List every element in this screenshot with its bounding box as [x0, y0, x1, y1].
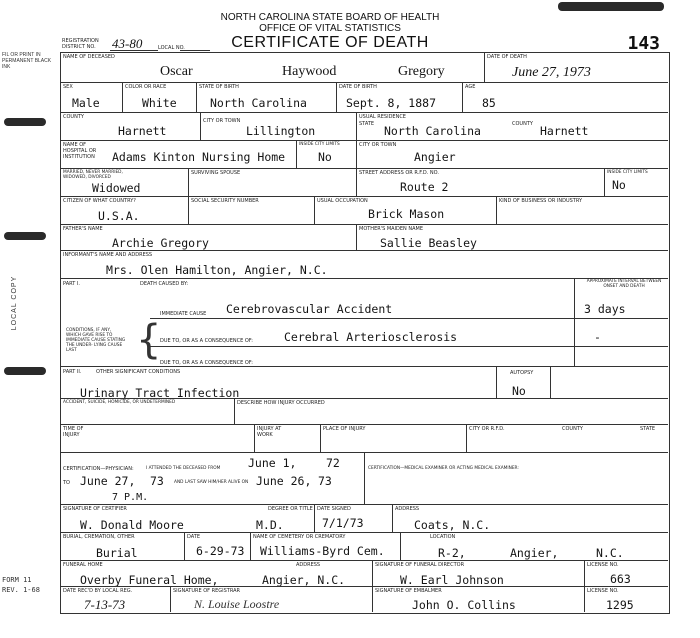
- sex-value: Male: [72, 96, 100, 110]
- injury-place-label: PLACE OF INJURY: [323, 426, 366, 432]
- date-signed-label: DATE SIGNED: [317, 506, 351, 512]
- license-value: 663: [610, 572, 631, 586]
- location-state-value: N.C.: [596, 546, 624, 560]
- immediate-cause-value: Cerebrovascular Accident: [226, 302, 393, 316]
- place-city-label: CITY OR TOWN: [203, 118, 241, 124]
- local-copy-label: LOCAL COPY: [11, 275, 19, 331]
- injury-county-label: COUNTY: [562, 426, 583, 432]
- death-caused-by-label: DEATH CAUSED BY:: [140, 281, 189, 287]
- date-of-death-label: DATE OF DEATH: [487, 54, 527, 60]
- embalmer-license-value: 1295: [606, 598, 634, 612]
- decedent-last-name: Gregory: [398, 64, 445, 79]
- injury-work-label: INJURY AT WORK: [257, 426, 282, 438]
- burial-date-value: 6-29-73: [196, 544, 245, 558]
- informant-value: Mrs. Olen Hamilton, Angier, N.C.: [106, 263, 328, 277]
- reg-district-value: 43-80: [112, 36, 143, 51]
- director-value: W. Earl Johnson: [400, 573, 504, 587]
- part1-label: PART I.: [63, 281, 80, 287]
- residence-label: USUAL RESIDENCE: [359, 114, 406, 120]
- certifier-address-label: ADDRESS: [395, 506, 420, 512]
- other-conditions-label: OTHER SIGNIFICANT CONDITIONS: [96, 369, 181, 375]
- certifier-name: W. Donald Moore: [80, 518, 184, 532]
- funeral-home-value: Overby Funeral Home,: [80, 573, 219, 587]
- other-conditions-value: Urinary Tract Infection: [80, 386, 240, 400]
- certificate-number: 143: [627, 33, 660, 54]
- residence-state-label: STATE: [359, 121, 375, 127]
- physician-label: CERTIFICATION—PHYSICIAN:: [63, 466, 134, 472]
- decedent-first-name: Oscar: [160, 64, 193, 79]
- to-year-value: 73: [150, 474, 164, 488]
- father-value: Archie Gregory: [112, 236, 209, 250]
- autopsy-label: AUTOPSY: [510, 370, 534, 376]
- last-saw-label: AND LAST SAW HIM/HER ALIVE ON: [174, 480, 249, 485]
- due-to-interval-value: -: [594, 330, 601, 344]
- hospital-value: Adams Kinton Nursing Home: [112, 150, 286, 164]
- to-date-value: June 27,: [80, 474, 136, 488]
- attended-from-label: I ATTENDED THE DECEASED FROM: [146, 466, 221, 471]
- certifier-address-value: Coats, N.C.: [414, 518, 491, 532]
- document-title: CERTIFICATE OF DEATH: [231, 34, 429, 51]
- marital-label: MARRIED, NEVER MARRIED, WIDOWED, DIVORCED: [63, 170, 123, 180]
- redaction-mark: [558, 2, 664, 11]
- to-label: TO: [63, 480, 70, 486]
- attended-from-year: 72: [326, 456, 340, 470]
- father-label: FATHER'S NAME: [63, 226, 103, 232]
- injury-city-label: CITY OR R.F.D.: [469, 426, 505, 432]
- injury-state-label: STATE: [640, 426, 656, 432]
- office-name: OFFICE OF VITAL STATISTICS: [259, 23, 401, 34]
- embalmer-license-label: LICENSE NO.: [587, 588, 619, 594]
- embalmer-label: SIGNATURE OF EMBALMER: [375, 588, 442, 594]
- spouse-label: SURVIVING SPOUSE: [191, 170, 241, 176]
- certifier-signature-label: SIGNATURE OF CERTIFIER: [63, 506, 127, 512]
- occupation-label: USUAL OCCUPATION: [317, 198, 368, 204]
- degree-label: DEGREE OR TITLE: [268, 506, 313, 512]
- ssn-label: SOCIAL SECURITY NUMBER: [191, 198, 259, 204]
- residence-city-label: CITY OR TOWN: [359, 142, 397, 148]
- reg-district-label: REGISTRATION DISTRICT NO.: [62, 38, 99, 50]
- board-name: NORTH CAROLINA STATE BOARD OF HEALTH: [220, 12, 440, 23]
- degree-value: M.D.: [256, 518, 284, 532]
- residence-county-label: COUNTY: [512, 121, 533, 127]
- location-rfd-value: R-2,: [438, 546, 466, 560]
- location-label: LOCATION: [430, 534, 456, 540]
- sidebar-tab-mark: [4, 118, 46, 126]
- due-to-label-2: DUE TO, OR AS A CONSEQUENCE OF:: [160, 360, 253, 366]
- last-saw-value: June 26,: [256, 474, 312, 488]
- race-value: White: [142, 96, 177, 110]
- place-inside-city-label: INSIDE CITY LIMITS: [299, 142, 340, 147]
- informant-label: INFORMANT'S NAME AND ADDRESS: [63, 252, 153, 258]
- place-county-label: COUNTY: [63, 114, 84, 120]
- burial-method-value: Burial: [96, 546, 138, 560]
- birth-state-value: North Carolina: [210, 96, 307, 110]
- form-revision: REV. 1-68: [2, 586, 40, 594]
- sex-label: SEX: [63, 84, 73, 90]
- embalmer-value: John O. Collins: [412, 598, 516, 612]
- bracket-mark: {: [136, 317, 162, 363]
- citizen-label: CITIZEN OF WHAT COUNTRY?: [63, 198, 136, 204]
- time-of-death-value: 7 P.M.: [112, 492, 149, 503]
- attended-from-value: June 1,: [248, 456, 297, 470]
- hospital-label: NAME OF HOSPITAL OR INSTITUTION: [63, 142, 97, 160]
- age-value: 85: [482, 96, 496, 110]
- burial-method-label: BURIAL, CREMATION, OTHER: [63, 534, 135, 540]
- funeral-address-label: ADDRESS: [296, 562, 321, 568]
- due-to-label: DUE TO, OR AS A CONSEQUENCE OF:: [160, 338, 253, 344]
- mother-label: MOTHER'S MAIDEN NAME: [359, 226, 424, 232]
- location-city-value: Angier,: [510, 546, 559, 560]
- age-label: AGE: [465, 84, 476, 90]
- mother-value: Sallie Beasley: [380, 236, 477, 250]
- form-number: FORM 11: [2, 576, 32, 584]
- registrar-signature: N. Louise Loostre: [194, 597, 280, 611]
- local-no-label: LOCAL NO.: [158, 45, 185, 51]
- street-label: STREET ADDRESS OR R.F.D. NO.: [359, 170, 439, 176]
- residence-state-value: North Carolina: [384, 124, 481, 138]
- race-label: COLOR OR RACE: [125, 84, 167, 90]
- autopsy-value: No: [512, 384, 526, 398]
- citizen-value: U.S.A.: [98, 209, 140, 223]
- date-received-label: DATE REC'D BY LOCAL REG.: [63, 588, 133, 594]
- residence-inside-city-label: INSIDE CITY LIMITS: [607, 170, 648, 175]
- date-signed-value: 7/1/73: [322, 516, 364, 530]
- birth-state-label: STATE OF BIRTH: [199, 84, 239, 90]
- place-inside-city-value: No: [318, 150, 332, 164]
- name-label: NAME OF DECEASED: [63, 54, 115, 60]
- place-city-value: Lillington: [246, 124, 316, 138]
- director-label: SIGNATURE OF FUNERAL DIRECTOR: [375, 562, 465, 568]
- street-value: Route 2: [400, 180, 449, 194]
- date-of-death-value: June 27, 1973: [512, 65, 591, 80]
- marital-value: Widowed: [92, 181, 141, 195]
- residence-city-value: Angier: [414, 150, 456, 164]
- dob-value: Sept. 8, 1887: [346, 96, 437, 110]
- immediate-cause-label: IMMEDIATE CAUSE: [160, 311, 207, 317]
- conditions-note: CONDITIONS, IF ANY, WHICH GAVE RISE TO IMMEDIATE CAUSE STATING THE UNDER- LYING CAUSE LAST: [66, 328, 126, 353]
- cemetery-label: NAME OF CEMETERY OR CREMATORY: [253, 534, 346, 540]
- dob-label: DATE OF BIRTH: [339, 84, 377, 90]
- business-label: KIND OF BUSINESS OR INDUSTRY: [499, 198, 583, 204]
- burial-date-label: DATE: [187, 534, 201, 540]
- license-label: LICENSE NO.: [587, 562, 619, 568]
- accident-label: ACCIDENT, SUICIDE, HOMICIDE, OR UNDETERMINED: [63, 400, 176, 405]
- cemetery-value: Williams-Byrd Cem.: [260, 544, 385, 558]
- interval-label: APPROXIMATE INTERVAL BETWEEN ONSET AND DEATH: [586, 279, 662, 289]
- medical-examiner-label: CERTIFICATION—MEDICAL EXAMINER OR ACTING MEDICAL EXAMINER:: [368, 466, 519, 471]
- occupation-value: Brick Mason: [368, 207, 445, 221]
- injury-time-label: TIME OF INJURY: [63, 426, 84, 438]
- sidebar-tab-mark: [4, 367, 46, 375]
- due-to-value: Cerebral Arteriosclerosis: [284, 330, 458, 344]
- place-county-value: Harnett: [118, 124, 167, 138]
- funeral-city-value: Angier, N.C.: [262, 573, 346, 587]
- funeral-home-label: FUNERAL HOME: [63, 562, 103, 568]
- last-saw-year: 73: [318, 474, 332, 488]
- registrar-label: SIGNATURE OF REGISTRAR: [173, 588, 241, 594]
- residence-inside-city-value: No: [612, 178, 626, 192]
- part2-label: PART II.: [63, 369, 82, 375]
- residence-county-value: Harnett: [540, 124, 589, 138]
- decedent-middle-name: Haywood: [282, 64, 337, 79]
- date-received-value: 7-13-73: [84, 597, 126, 612]
- sidebar-tab-mark: [4, 232, 46, 240]
- ink-instruction: FIL OR PRINT IN PERMANENT BLACK INK: [2, 52, 52, 70]
- injury-how-label: DESCRIBE HOW INJURY OCCURRED: [237, 400, 325, 406]
- immediate-interval-value: 3 days: [584, 302, 626, 316]
